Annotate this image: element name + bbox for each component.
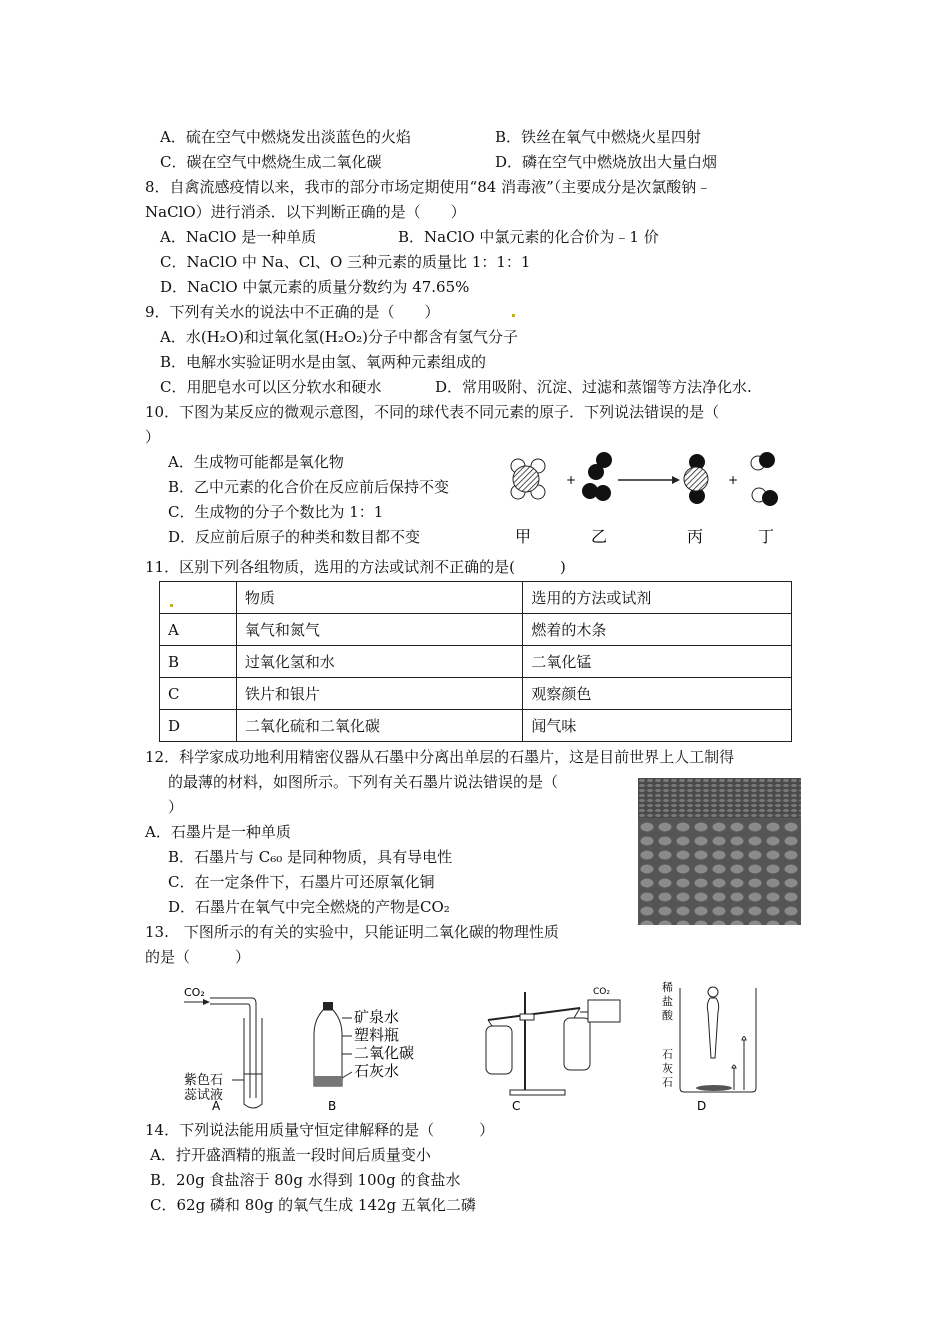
table-header-cell	[160, 582, 237, 614]
figB-label3: 二氧化碳	[354, 1044, 415, 1062]
q9-option-d: D．常用吸附、沉淀、过滤和蒸馏等方法净化水.	[435, 378, 752, 396]
figA-label2: 蕊试液	[184, 1088, 224, 1103]
graphene-image	[638, 778, 801, 925]
table-row	[160, 646, 792, 678]
q10-option-d: D．反应前后原子的种类和数目都不变	[168, 528, 421, 546]
q7-option-a: A．硫在空气中燃烧发出淡蓝色的火焰	[160, 128, 411, 146]
label-ding: 丁	[758, 527, 775, 546]
table-row	[160, 710, 792, 742]
q14-option-c: C．62g 磷和 80g 的氧气生成 142g 五氧化二磷	[150, 1196, 476, 1214]
figD-acid-1: 稀	[662, 981, 673, 994]
molecule-jia	[511, 459, 545, 499]
table-row	[160, 614, 792, 646]
q9-option-c: C．用肥皂水可以区分软水和硬水	[160, 378, 382, 396]
figD-acid-3: 酸	[662, 1009, 673, 1022]
q11-table	[159, 581, 792, 742]
figure-a-test-tube	[184, 986, 262, 1113]
table-cell: D	[160, 710, 237, 742]
q7-option-d: D．磷在空气中燃烧放出大量白烟	[495, 153, 718, 171]
table-cell: C	[160, 678, 237, 710]
q12-option-c: C．在一定条件下，石墨片可还原氧化铜	[168, 873, 435, 891]
figure-b-bottle	[314, 1002, 414, 1113]
table-header-cell: 选用的方法或试剂	[523, 582, 792, 614]
q10-option-c: C．生成物的分子个数比为 1：1	[168, 503, 384, 521]
q14-option-a: A．拧开盛酒精的瓶盖一段时间后质量变小	[150, 1146, 431, 1164]
table-cell: 二氧化硫和二氧化碳	[236, 710, 523, 742]
figA-label1: 紫色石	[184, 1073, 224, 1088]
table-cell: 燃着的木条	[523, 614, 792, 646]
q12-option-d: D．石墨片在氧气中完全燃烧的产物是CO₂	[168, 898, 450, 916]
q13-stem-line1: 13. 下图所示的有关的实验中，只能证明二氧化碳的物理性质	[145, 923, 559, 941]
figD-stone-2: 灰	[662, 1062, 673, 1075]
table-cell: 二氧化锰	[523, 646, 792, 678]
plus-2: +	[728, 473, 739, 487]
figA-tag: A	[212, 1099, 221, 1113]
figB-label1: 矿泉水	[354, 1008, 400, 1026]
table-row	[160, 678, 792, 710]
q9-option-b: B．电解水实验证明水是由氢、氧两种元素组成的	[160, 353, 487, 371]
q8-stem-line2: NaClO）进行消杀．以下判断正确的是（ ）	[145, 203, 466, 221]
reaction-micro-diagram	[500, 445, 800, 550]
figB-label4: 石灰水	[354, 1062, 400, 1080]
figB-tag: B	[328, 1099, 337, 1113]
q9-option-a: A．水(H₂O)和过氧化氢(H₂O₂)分子中都含有氢气分子	[160, 328, 519, 346]
table-header-row	[160, 582, 792, 614]
q12-option-a: A．石墨片是一种单质	[145, 823, 291, 841]
q8-option-b: B．NaClO 中氯元素的化合价为﹣1 价	[398, 228, 659, 246]
table-cell: A	[160, 614, 237, 646]
table-cell: 观察颜色	[523, 678, 792, 710]
q8-option-a: A．NaClO 是一种单质	[160, 228, 317, 246]
table-cell: 铁片和银片	[236, 678, 523, 710]
q11-stem: 11．区别下列各组物质，选用的方法或试剂不正确的是( )	[145, 558, 566, 576]
table-cell: 过氧化氢和水	[236, 646, 523, 678]
figD-acid-2: 盐	[662, 995, 673, 1008]
q12-stem-line2: 的最薄的材料，如图所示。下列有关石墨片说法错误的是（	[168, 773, 559, 791]
q14-option-b: B．20g 食盐溶于 80g 水得到 100g 的食盐水	[150, 1171, 461, 1189]
molecule-yi	[582, 452, 612, 501]
q10-option-a: A．生成物可能都是氧化物	[168, 453, 344, 471]
figC-co2-label: CO₂	[593, 987, 610, 997]
reaction-arrow	[618, 476, 680, 484]
figure-c-balance	[486, 987, 620, 1113]
label-bing: 丙	[687, 527, 704, 546]
figD-stone-1: 石	[662, 1048, 673, 1061]
q8-option-d: D．NaClO 中氯元素的质量分数约为 47.65%	[160, 278, 470, 296]
q12-stem-line1: 12．科学家成功地利用精密仪器从石墨中分离出单层的石墨片，这是目前世界上人工制得	[145, 748, 735, 766]
figD-tag: D	[697, 1099, 707, 1113]
label-yi: 乙	[591, 527, 608, 546]
q12-stem-line3: ）	[168, 798, 184, 816]
figure-d-beaker	[662, 980, 756, 1113]
q12-option-b: B．石墨片与 C₆₀ 是同种物质，具有导电性	[168, 848, 453, 866]
q7-option-c: C．碳在空气中燃烧生成二氧化碳	[160, 153, 382, 171]
q8-stem-line1: 8．自禽流感疫情以来，我市的部分市场定期使用“84 消毒液”（主要成分是次氯酸钠﹣	[145, 178, 712, 196]
q10-stem-line2: ）	[145, 428, 161, 446]
figD-stone-3: 石	[662, 1076, 673, 1089]
label-jia: 甲	[515, 527, 532, 546]
table-cell: 闻气味	[523, 710, 792, 742]
stray-mark	[512, 314, 515, 317]
q13-experiment-figures	[170, 978, 770, 1118]
molecule-bing	[684, 454, 708, 504]
q8-option-c: C．NaClO 中 Na、Cl、O 三种元素的质量比 1：1：1	[160, 253, 531, 271]
figA-co2-label: CO₂	[184, 986, 205, 999]
q13-stem-line2: 的是（ ）	[145, 948, 251, 966]
molecule-ding	[751, 452, 778, 506]
plus-1: +	[566, 473, 577, 487]
table-header-cell: 物质	[236, 582, 523, 614]
q7-option-b: B．铁丝在氧气中燃烧火星四射	[495, 128, 702, 146]
table-cell: 氧气和氮气	[236, 614, 523, 646]
figC-tag: C	[512, 1099, 521, 1113]
q9-stem: 9．下列有关水的说法中不正确的是（ ）	[145, 303, 440, 321]
q14-stem: 14．下列说法能用质量守恒定律解释的是（ ）	[145, 1121, 495, 1139]
q10-stem-line1: 10．下图为某反应的微观示意图，不同的球代表不同元素的原子．下列说法错误的是（	[145, 403, 720, 421]
q10-option-b: B．乙中元素的化合价在反应前后保持不变	[168, 478, 450, 496]
table-cell: B	[160, 646, 237, 678]
figB-label2: 塑料瓶	[354, 1026, 400, 1044]
